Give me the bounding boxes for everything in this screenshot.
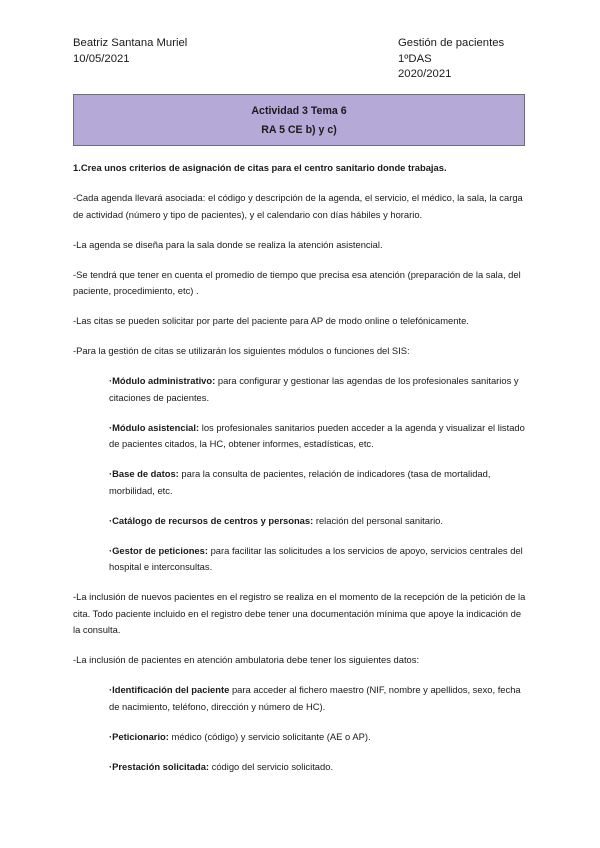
paragraph: -La inclusión de pacientes en atención ambulatoria debe tener los siguientes datos: — [73, 654, 420, 665]
paragraph: -Cada agenda llevará asociada: el código y descripción de la agenda, el servicio, el médico, la sala, la carga de actividad (número y tipo de pacientes), y el calendario con días hábiles y horario. — [73, 192, 523, 220]
data-term: ·Identificación del paciente — [109, 684, 230, 695]
course-name: 1ºDAS — [398, 52, 432, 65]
document-body — [73, 160, 528, 789]
module-item — [109, 373, 528, 406]
module-desc: los profesionales sanitarios pueden acceder a la agenda y visualizar el listado de pacientes citados, la HC, obtener informes, estadísticas, etc. — [109, 421, 525, 449]
paragraph: -Para la gestión de citas se utilizarán los siguientes módulos o funciones del SIS: — [73, 345, 410, 356]
module-desc: para configurar y gestionar las agendas de los profesionales sanitarios y citaciones de pacientes. — [109, 375, 519, 403]
module-desc: para facilitar las solicitudes a los servicios de apoyo, servicios centrales del hospital e interconsultas. — [109, 544, 523, 572]
module-item — [109, 420, 528, 453]
activity-title-box — [73, 94, 525, 146]
module-term: ·Catálogo de recursos de centros y personas: — [109, 514, 314, 526]
data-desc: médico (código) y servicio solicitante (AE o AP). — [168, 730, 371, 742]
data-item — [109, 682, 528, 715]
module-desc: para la consulta de pacientes, relación de indicadores (tasa de mortalidad, morbilidad, etc. — [109, 468, 491, 496]
academic-year: 2020/2021 — [398, 68, 452, 80]
module-item — [109, 466, 528, 499]
module-item — [109, 543, 528, 576]
header-left — [73, 36, 187, 67]
module-desc: relación del personal sanitario. — [313, 514, 443, 526]
module-term: ·Módulo administrativo: — [109, 375, 216, 386]
question-heading: 1.Crea unos criterios de asignación de citas para el centro sanitario donde trabajas. — [73, 162, 447, 173]
paragraph: -Se tendrá que tener en cuenta el promedio de tiempo que precisa esa atención (preparación de la sala, del paciente, procedimiento, etc) . — [73, 268, 521, 296]
subject-name: Gestión de pacientes — [398, 37, 505, 49]
activity-title: Actividad 3 Tema 6 — [251, 105, 347, 117]
module-term: ·Base de datos: — [109, 468, 179, 479]
paragraph: -Las citas se pueden solicitar por parte del paciente para AP de modo online o telefónicamente. — [73, 315, 469, 326]
activity-subtitle: RA 5 CE b) y c) — [261, 124, 337, 136]
author-name: Beatriz Santana Muriel — [73, 37, 188, 49]
paragraph: -La agenda se diseña para la sala donde se realiza la atención asistencial. — [73, 238, 383, 250]
data-item — [109, 729, 528, 746]
data-item — [109, 759, 528, 776]
module-item — [109, 513, 528, 530]
paragraph: -La inclusión de nuevos pacientes en el registro se realiza en el momento de la recepción de la petición de la cita. Todo paciente incluido en el registro debe tener una documentación mínima que apoye la indicación de la consulta. — [73, 591, 526, 635]
header-right — [398, 36, 504, 83]
module-term: ·Módulo asistencial: — [109, 421, 200, 433]
data-desc: código del servicio solicitado. — [209, 760, 334, 772]
data-term: ·Peticionario: — [109, 730, 169, 742]
document-date: 10/05/2021 — [73, 52, 130, 65]
module-term: ·Gestor de peticiones: — [109, 544, 208, 556]
data-term: ·Prestación solicitada: — [109, 760, 210, 772]
data-desc: para acceder al fichero maestro (NIF, nombre y apellidos, sexo, fecha de nacimiento, teléfono, dirección y número de HC). — [109, 684, 521, 712]
